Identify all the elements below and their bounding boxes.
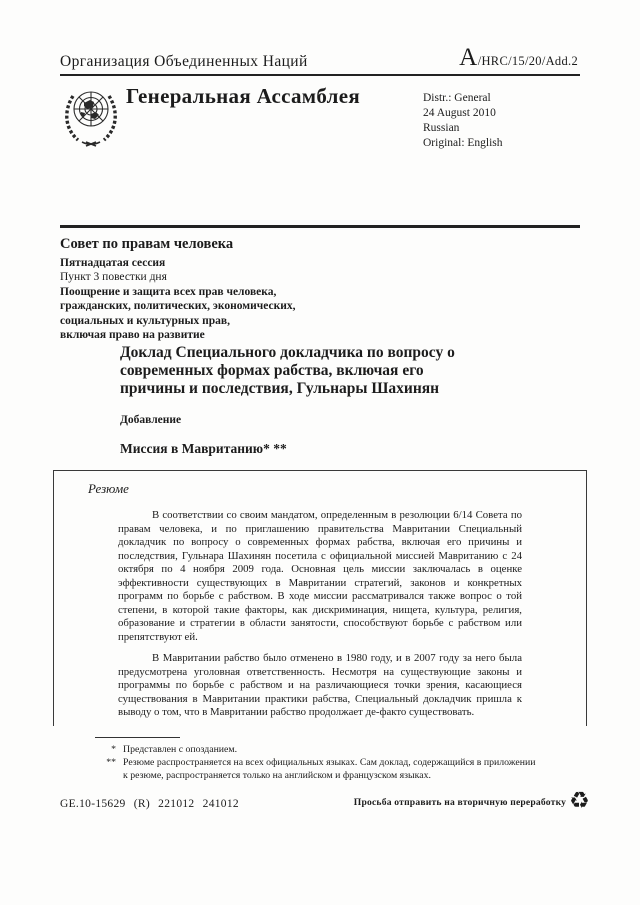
- language-line: Russian: [423, 122, 460, 134]
- document-symbol: [459, 44, 578, 72]
- session-number: Пятнадцатая сессия: [60, 257, 166, 269]
- header-rule: [60, 74, 580, 76]
- footnote-2-text: Резюме распространяется на всех официальных языках. Сам доклад, содержащийся в приложении к резюме, распространяется только на английском и французском языках.: [123, 756, 536, 781]
- agenda-title-line: включая право на развитие: [60, 328, 205, 341]
- document-symbol-series: A: [459, 44, 478, 71]
- report-title: Доклад Специального докладчика по вопросу о современных формах рабства, включая его причины и последствия, Гульнары Шахинян: [120, 344, 455, 397]
- agenda-title-line: Поощрение и защита всех прав человека,: [60, 286, 277, 298]
- footnote-1-text: Представлен с опозданием.: [123, 744, 238, 755]
- addendum-label: Добавление: [120, 414, 182, 427]
- mission-title: Миссия в Мавританию* **: [120, 441, 287, 457]
- recycle-note-text: Просьба отправить на вторичную переработку: [353, 797, 567, 808]
- footnote-2: [95, 757, 545, 783]
- summary-heading: Резюме: [88, 481, 129, 496]
- distr-line: Distr.: General: [423, 92, 491, 104]
- section-rule: [60, 225, 580, 228]
- footnotes: [95, 737, 545, 782]
- session-block: [60, 236, 295, 342]
- footnote-1-marker: *: [111, 744, 116, 755]
- footnote-separator: [95, 737, 180, 738]
- footnote-1: [95, 744, 545, 757]
- council-name: Совет по правам человека: [60, 236, 234, 252]
- agenda-title-line: социальных и культурных прав,: [60, 314, 230, 327]
- page-title: Генеральная Ассамблея: [126, 84, 361, 108]
- summary-paragraph-2: В Мавритании рабство было отменено в 1980 году, и в 2007 году за него была предусмотрена уголовная ответственность. Несмотря на существующие законы и программы по борьбе с рабством и на различающиеся точки зрения, касающиеся существования в Мавритании практики рабства, Специальный докладчик пришла к выводу о том, что в Мавритании рабство продолжает де-факто существовать.: [118, 652, 522, 718]
- summary-box: [53, 470, 587, 726]
- agenda-title: [60, 285, 295, 342]
- summary-body: [118, 509, 522, 720]
- org-name: Организация Объединенных Наций: [60, 53, 308, 70]
- original-language-line: Original: English: [423, 137, 503, 149]
- distribution-block: [423, 91, 503, 151]
- agenda-title-line: гражданских, политических, экономических,: [60, 300, 296, 313]
- summary-paragraph-1: В соответствии со своим мандатом, определенным в резолюции 6/14 Совета по правам человека, и по приглашению правительства Мавритании Специальный докладчик по вопросу о современных формах рабства, включая его причины и последствия, Гульнара Шахинян посетила с официальной миссией Мавританию с 24 октября по 4 ноября 2009 года. Основная цель миссии заключалась в оценке эффективности существующих в Мавритании стратегий, законов и конкретных программ по борьбе с рабством. В ходе миссии рассматривался также вопрос о той степени, в которой такие факторы, как дискриминация, нищета, культура, религия, образование и стратегии в области занятости, способствуют борьбе с рабством или препятствуют ей.: [118, 509, 522, 643]
- recycle-note: [353, 788, 590, 820]
- recycle-icon: ♻: [569, 788, 590, 813]
- report-title-block: [120, 344, 476, 457]
- agenda-item: Пункт 3 повестки дня: [60, 271, 167, 283]
- document-symbol-number: /HRC/15/20/Add.2: [477, 54, 578, 68]
- un-emblem-icon: [60, 84, 122, 155]
- footnote-2-marker: **: [106, 756, 116, 768]
- ge-document-number: GE.10-15629 (R) 221012 241012: [60, 798, 239, 810]
- date-line: 24 August 2010: [423, 107, 496, 119]
